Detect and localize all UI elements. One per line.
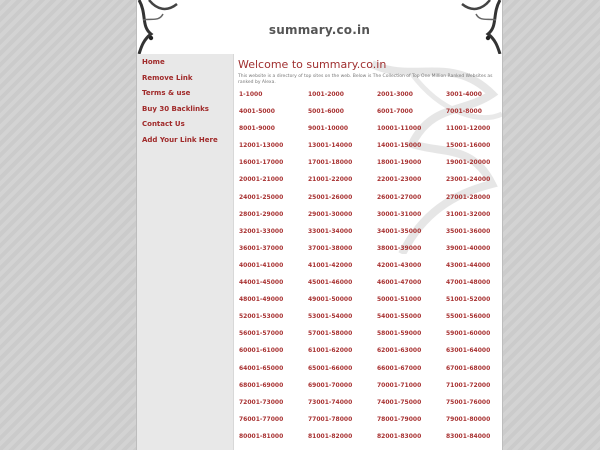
range-link[interactable]: 65001-66000	[308, 364, 353, 372]
sidebar-item-home[interactable]: Home	[142, 58, 165, 66]
range-link[interactable]: 50001-51000	[377, 296, 422, 304]
range-link[interactable]: 52001-53000	[239, 313, 284, 321]
range-link[interactable]: 11001-12000	[446, 125, 491, 133]
range-link[interactable]: 46001-47000	[377, 279, 422, 287]
range-link[interactable]: 21001-22000	[308, 176, 353, 184]
range-link[interactable]: 10001-11000	[377, 125, 422, 133]
range-link[interactable]: 40001-41000	[239, 261, 284, 269]
range-link[interactable]: 22001-23000	[377, 176, 422, 184]
rank-range-grid	[239, 91, 502, 450]
range-link[interactable]: 20001-21000	[239, 176, 284, 184]
range-link[interactable]: 82001-83000	[377, 432, 422, 440]
page-description: This website is a directory of top sites on the web. Below is The Collection of Top One Million Ranked Websites as ranked by Alexa.	[238, 74, 493, 85]
range-link[interactable]: 44001-45000	[239, 279, 284, 287]
range-link[interactable]: 61001-62000	[308, 347, 353, 355]
range-link[interactable]: 42001-43000	[377, 261, 422, 269]
range-link[interactable]: 67001-68000	[446, 364, 491, 372]
range-link[interactable]: 5001-6000	[308, 108, 344, 116]
range-link[interactable]: 78001-79000	[377, 415, 422, 423]
sidebar-item-terms[interactable]: Terms & use	[142, 89, 191, 97]
range-link[interactable]: 64001-65000	[239, 364, 284, 372]
sidebar-item-buy-backlinks[interactable]: Buy 30 Backlinks	[142, 104, 209, 113]
range-link[interactable]: 26001-27000	[377, 193, 422, 201]
range-link[interactable]: 73001-74000	[308, 398, 353, 406]
range-link[interactable]: 63001-64000	[446, 347, 491, 355]
range-link[interactable]: 18001-19000	[377, 159, 422, 167]
site-header	[137, 0, 502, 54]
range-link[interactable]: 81001-82000	[308, 432, 353, 440]
range-link[interactable]: 12001-13000	[239, 142, 284, 150]
range-link[interactable]: 57001-58000	[308, 330, 353, 338]
range-link[interactable]: 23001-24000	[446, 176, 491, 184]
range-link[interactable]: 55001-56000	[446, 313, 491, 321]
range-link[interactable]: 37001-38000	[308, 244, 353, 252]
range-link[interactable]: 51001-52000	[446, 296, 491, 304]
range-link[interactable]: 27001-28000	[446, 193, 491, 201]
range-link[interactable]: 58001-59000	[377, 330, 422, 338]
sidebar-nav	[137, 54, 234, 450]
range-link[interactable]: 43001-44000	[446, 261, 491, 269]
range-link[interactable]: 31001-32000	[446, 210, 491, 218]
range-link[interactable]: 3001-4000	[446, 91, 482, 98]
range-link[interactable]: 80001-81000	[239, 432, 284, 440]
range-link[interactable]: 24001-25000	[239, 193, 284, 201]
range-link[interactable]: 32001-33000	[239, 227, 284, 235]
range-link[interactable]: 17001-18000	[308, 159, 353, 167]
range-link[interactable]: 7001-8000	[446, 108, 482, 116]
range-link[interactable]: 33001-34000	[308, 227, 353, 235]
range-link[interactable]: 69001-70000	[308, 381, 353, 389]
range-link[interactable]: 13001-14000	[308, 142, 353, 150]
sidebar-item-remove-link[interactable]: Remove Link	[142, 73, 193, 82]
range-link[interactable]: 14001-15000	[377, 142, 422, 150]
range-link[interactable]: 45001-46000	[308, 279, 353, 287]
range-link[interactable]: 79001-80000	[446, 415, 491, 423]
range-link[interactable]: 54001-55000	[377, 313, 422, 321]
range-link[interactable]: 83001-84000	[446, 432, 491, 440]
range-link[interactable]: 68001-69000	[239, 381, 284, 389]
range-link[interactable]: 9001-10000	[308, 125, 349, 133]
sidebar-item-add-link[interactable]: Add Your Link Here	[142, 135, 218, 144]
range-link[interactable]: 2001-3000	[377, 91, 413, 98]
range-link[interactable]: 15001-16000	[446, 142, 491, 150]
range-link[interactable]: 1001-2000	[308, 91, 344, 98]
range-link[interactable]: 70001-71000	[377, 381, 422, 389]
range-link[interactable]: 62001-63000	[377, 347, 422, 355]
range-link[interactable]: 6001-7000	[377, 108, 413, 116]
range-link[interactable]: 72001-73000	[239, 398, 284, 406]
range-link[interactable]: 71001-72000	[446, 381, 491, 389]
range-link[interactable]: 39001-40000	[446, 244, 491, 252]
range-link[interactable]: 38001-39000	[377, 244, 422, 252]
range-link[interactable]: 53001-54000	[308, 313, 353, 321]
range-link[interactable]: 56001-57000	[239, 330, 284, 338]
range-link[interactable]: 30001-31000	[377, 210, 422, 218]
range-link[interactable]: 4001-5000	[239, 108, 275, 116]
range-link[interactable]: 75001-76000	[446, 398, 491, 406]
range-link[interactable]: 76001-77000	[239, 415, 284, 423]
range-link[interactable]: 41001-42000	[308, 261, 353, 269]
range-link[interactable]: 16001-17000	[239, 159, 284, 167]
page-heading: Welcome to summary.co.in	[238, 58, 387, 71]
range-link[interactable]: 60001-61000	[239, 347, 284, 355]
range-link[interactable]: 29001-30000	[308, 210, 353, 218]
range-link[interactable]: 66001-67000	[377, 364, 422, 372]
range-link[interactable]: 74001-75000	[377, 398, 422, 406]
range-link[interactable]: 59001-60000	[446, 330, 491, 338]
range-link[interactable]: 34001-35000	[377, 227, 422, 235]
range-link[interactable]: 25001-26000	[308, 193, 353, 201]
range-link[interactable]: 8001-9000	[239, 125, 275, 133]
site-title[interactable]: summary.co.in	[268, 23, 371, 37]
range-link[interactable]: 47001-48000	[446, 279, 491, 287]
range-link[interactable]: 49001-50000	[308, 296, 353, 304]
range-link[interactable]: 48001-49000	[239, 296, 284, 304]
range-link[interactable]: 35001-36000	[446, 227, 491, 235]
range-link[interactable]: 19001-20000	[446, 159, 491, 167]
main-content	[234, 54, 502, 450]
sidebar-item-contact[interactable]: Contact Us	[142, 120, 185, 128]
range-link[interactable]: 77001-78000	[308, 415, 353, 423]
floral-ornament-icon	[442, 0, 502, 54]
range-link[interactable]: 1-1000	[239, 91, 263, 98]
range-link[interactable]: 36001-37000	[239, 244, 284, 252]
range-link[interactable]: 28001-29000	[239, 210, 284, 218]
page-container	[137, 0, 502, 450]
